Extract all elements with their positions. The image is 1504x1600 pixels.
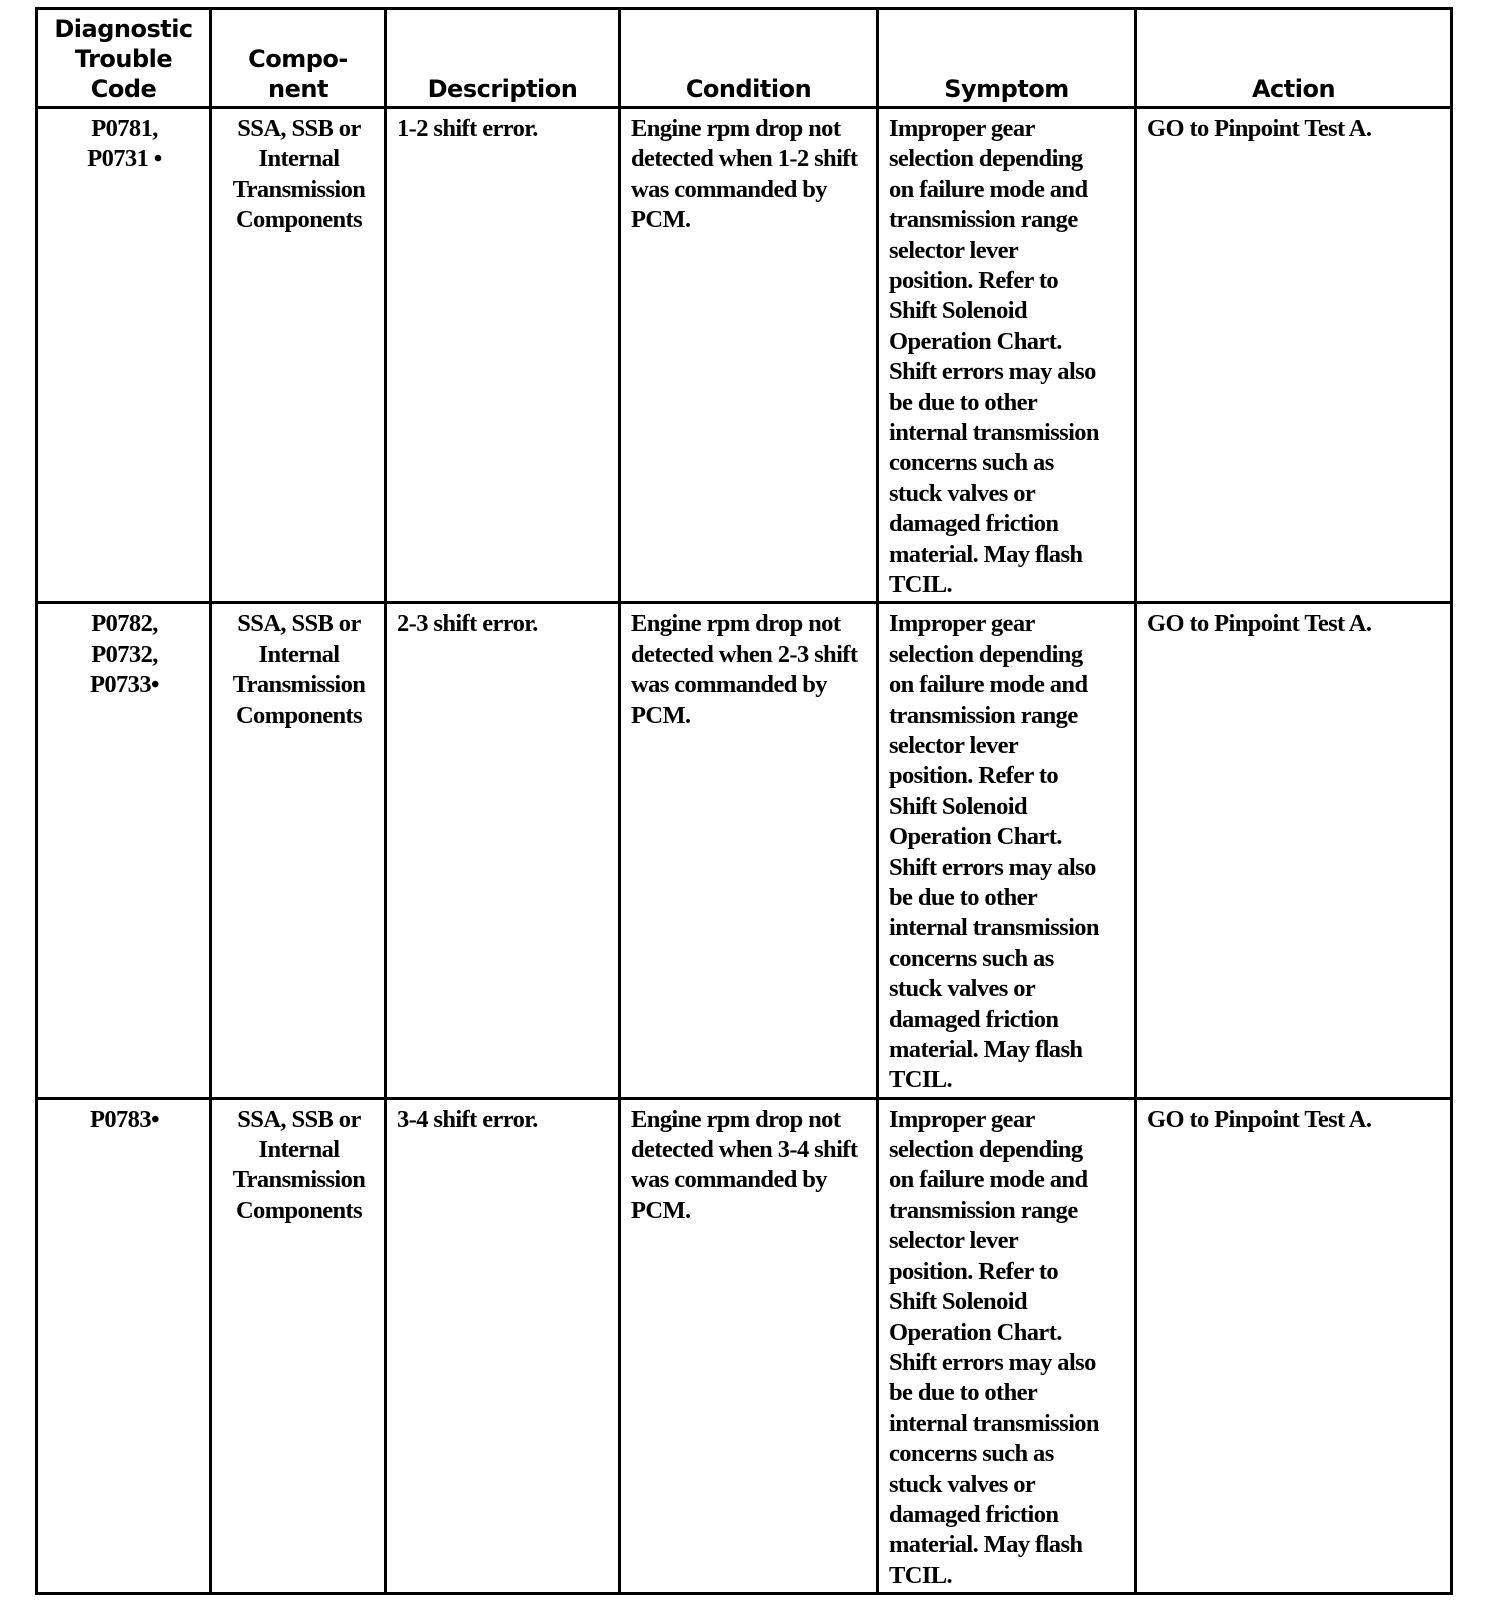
condition-cell: Engine rpm drop not detected when 1-2 shift was commanded by PCM. bbox=[620, 108, 878, 603]
trouble-code: P0731 • bbox=[87, 145, 162, 173]
component-cell: SSA, SSB or Internal Transmission Components bbox=[211, 1098, 386, 1593]
condition-cell: Engine rpm drop not detected when 2-3 shift was commanded by PCM. bbox=[620, 603, 878, 1098]
table-row bbox=[37, 108, 1452, 603]
header-component: Compo- nent bbox=[211, 9, 386, 108]
diagnostic-trouble-code-table bbox=[35, 7, 1453, 1595]
action-cell: GO to Pinpoint Test A. bbox=[1136, 1098, 1452, 1593]
action-cell: GO to Pinpoint Test A. bbox=[1136, 108, 1452, 603]
trouble-code: P0782, bbox=[91, 610, 158, 638]
description-cell: 3-4 shift error. bbox=[386, 1098, 620, 1593]
header-condition: Condition bbox=[620, 9, 878, 108]
component-cell: SSA, SSB or Internal Transmission Components bbox=[211, 108, 386, 603]
description-cell: 1-2 shift error. bbox=[386, 108, 620, 603]
component-cell: SSA, SSB or Internal Transmission Components bbox=[211, 603, 386, 1098]
trouble-code: P0732, bbox=[91, 640, 158, 668]
symptom-cell: Improper gear selection depending on failure mode and transmission range selector lever position. Refer to Shift Solenoid Operation Chart. Shift errors may also be due to other internal transmission concerns such as stuck valves or damaged friction material. May flash TCIL. bbox=[878, 1098, 1136, 1593]
trouble-code: P0783• bbox=[90, 1105, 159, 1133]
trouble-code: P0733• bbox=[90, 671, 159, 699]
header-symptom: Symptom bbox=[878, 9, 1136, 108]
code-cell bbox=[37, 1098, 211, 1593]
trouble-code: P0781, bbox=[91, 115, 158, 142]
table-header-row bbox=[37, 9, 1452, 108]
description-cell: 2-3 shift error. bbox=[386, 603, 620, 1098]
symptom-cell: Improper gear selection depending on failure mode and transmission range selector lever position. Refer to Shift Solenoid Operation Chart. Shift errors may also be due to other internal transmission concerns such as stuck valves or damaged friction material. May flash TCIL. bbox=[878, 108, 1136, 603]
code-cell bbox=[37, 603, 211, 1098]
action-cell: GO to Pinpoint Test A. bbox=[1136, 603, 1452, 1098]
header-code: Diagnostic Trouble Code bbox=[37, 9, 211, 108]
condition-cell: Engine rpm drop not detected when 3-4 shift was commanded by PCM. bbox=[620, 1098, 878, 1593]
symptom-cell: Improper gear selection depending on failure mode and transmission range selector lever position. Refer to Shift Solenoid Operation Chart. Shift errors may also be due to other internal transmission concerns such as stuck valves or damaged friction material. May flash TCIL. bbox=[878, 603, 1136, 1098]
header-action: Action bbox=[1136, 9, 1452, 108]
table-row bbox=[37, 1098, 1452, 1593]
code-cell bbox=[37, 108, 211, 603]
header-description: Description bbox=[386, 9, 620, 108]
table-row bbox=[37, 603, 1452, 1098]
